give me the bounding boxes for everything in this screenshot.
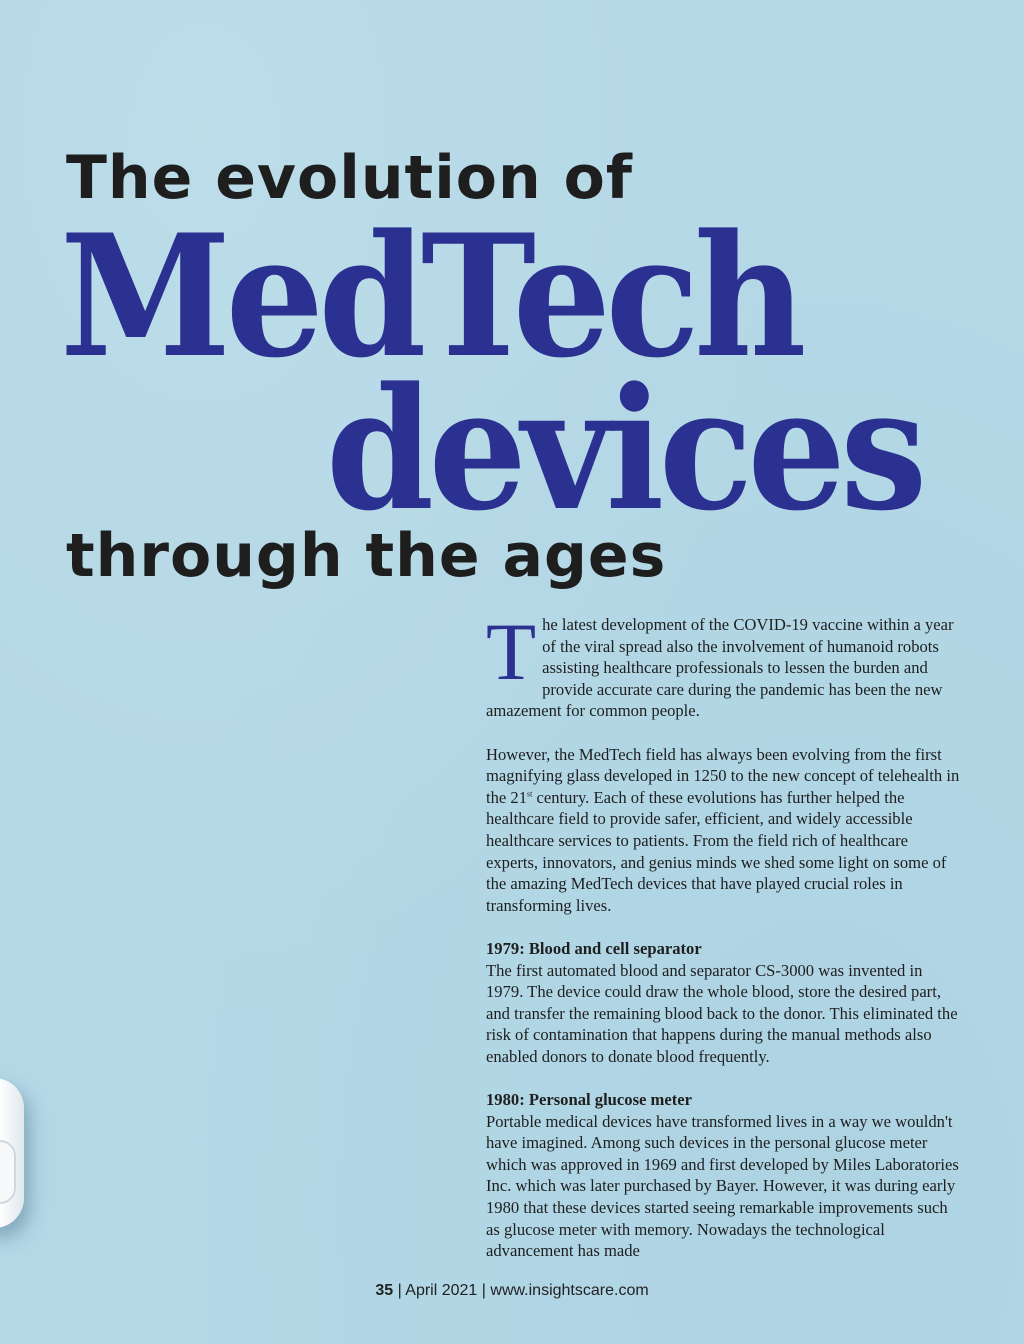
footer-separator-1: | xyxy=(397,1282,402,1299)
paragraph-2-text-a: However, the MedTech field has always been evolving from the first magnifying glass developed in 1250 to the new concept of telehealth in the 21 xyxy=(486,744,960,807)
title-medtech: MedTech xyxy=(60,197,801,395)
paragraph-2 xyxy=(486,744,962,917)
title-line-4: through the ages xyxy=(66,521,667,591)
section-paragraph xyxy=(486,1089,962,1262)
footer-date: April 2021 xyxy=(405,1282,478,1299)
superscript: st xyxy=(527,789,533,799)
page-footer xyxy=(0,1282,1024,1300)
intro-paragraph xyxy=(486,606,962,722)
intro-text: he latest development of the COVID-19 vaccine within a year of the viral spread also the involvement of humanoid robots assisting healthcare professionals to lessen the burden and provide accurate care during the pandemic has been the new amazement for common people. xyxy=(486,615,954,721)
article-body xyxy=(486,606,962,1283)
title-line-1: The evolution of xyxy=(66,143,633,213)
section-heading: 1979: Blood and cell separator xyxy=(486,938,702,958)
paragraph-2-text-b: century. Each of these evolutions has further helped the healthcare field to provide safer, efficient, and widely accessible healthcare services to patients. From the field rich of healthcare experts, innovators, and genius minds we shed some light on some of the amazing MedTech devices that have played crucial roles in transforming lives. xyxy=(486,787,947,915)
medical-device-detail xyxy=(0,1140,16,1204)
page-number: 35 xyxy=(375,1282,394,1299)
drop-cap: T xyxy=(486,606,537,697)
title-devices: devices xyxy=(326,350,922,548)
section-text: Portable medical devices have transformed lives in a way we wouldn't have imagined. Among such devices in the personal glucose meter which was approved in 1969 and first developed by Miles Laboratories Inc. which was later purchased by Bayer. However, it was during early 1980 that these devices started seeing remarkable improvements such as glucose meter with memory. Nowadays the technological advancement has made xyxy=(486,1111,959,1261)
section-text: The first automated blood and separator CS-3000 was invented in 1979. The device could draw the whole blood, store the desired part, and transfer the remaining blood back to the donor. This eliminated the risk of contamination that happens during the manual methods also enabled donors to donate blood frequently. xyxy=(486,960,958,1066)
section-blood-separator xyxy=(486,938,962,1068)
footer-website: www.insightscare.com xyxy=(490,1282,649,1299)
footer-separator-2: | xyxy=(481,1282,486,1299)
section-glucose-meter xyxy=(486,1089,962,1262)
section-paragraph xyxy=(486,938,962,1068)
section-heading: 1980: Personal glucose meter xyxy=(486,1090,692,1110)
